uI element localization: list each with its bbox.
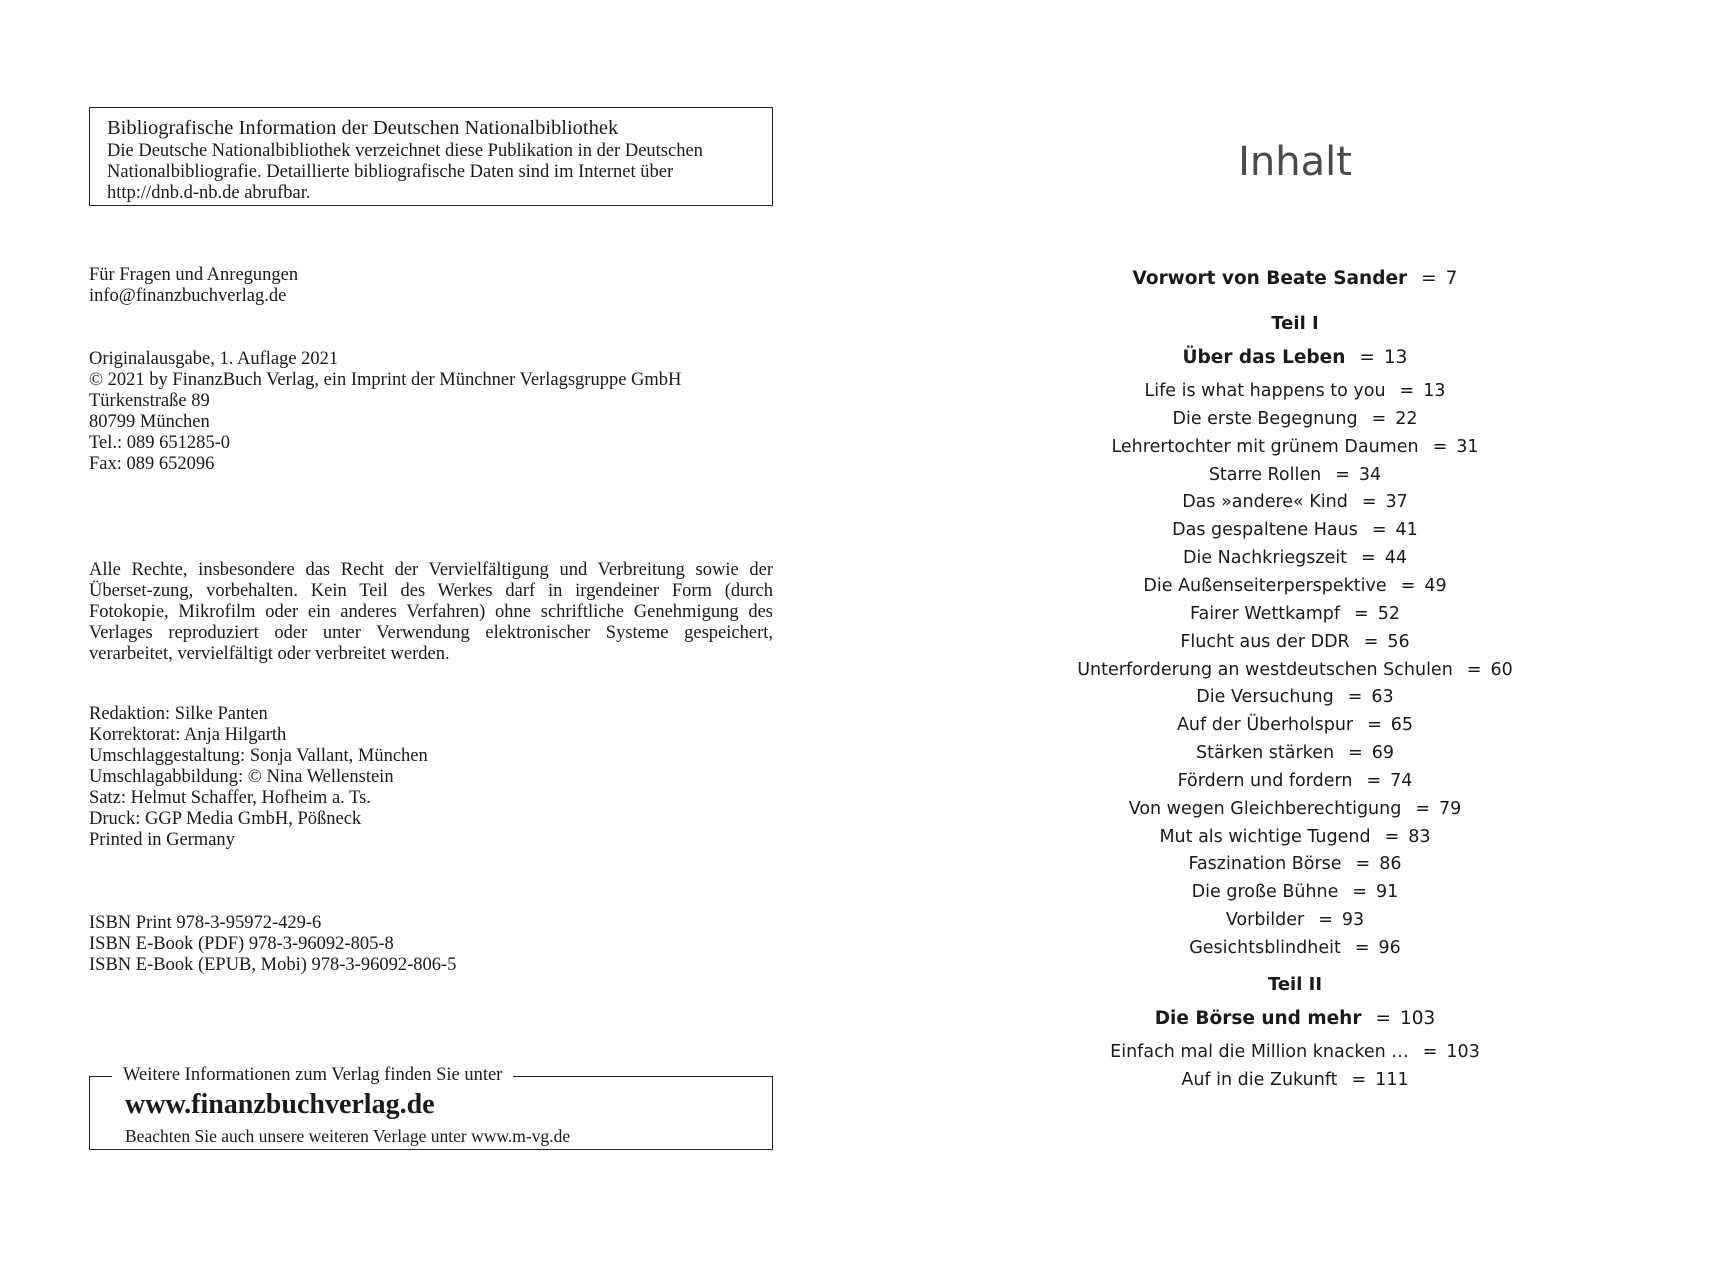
isbn-line: ISBN E-Book (PDF) 978-3-96092-805-8 bbox=[89, 934, 394, 954]
toc-entry bbox=[1045, 909, 1545, 931]
toc-separator: = bbox=[1351, 1069, 1367, 1090]
toc-entry-page: 86 bbox=[1379, 854, 1402, 875]
toc-separator: = bbox=[1432, 436, 1448, 457]
toc-separator: = bbox=[1335, 464, 1350, 485]
toc-separator: = bbox=[1359, 347, 1375, 368]
toc-entry-title: Starre Rollen bbox=[1208, 464, 1322, 485]
toc-entry bbox=[1045, 1069, 1545, 1091]
toc-separator: = bbox=[1347, 687, 1363, 708]
toc-entry-title: Einfach mal die Million knacken … bbox=[1110, 1042, 1409, 1062]
toc-entry-title: Lehrertochter mit grünem Daumen bbox=[1111, 436, 1419, 457]
toc-entry bbox=[1045, 575, 1545, 597]
toc-separator: = bbox=[1384, 826, 1400, 847]
toc-separator: = bbox=[1361, 548, 1376, 569]
toc-entry-page: 103 bbox=[1446, 1042, 1480, 1062]
toc-separator: = bbox=[1421, 268, 1437, 289]
biblio-title: Bibliografische Information der Deutschen Nationalbibliothek bbox=[107, 117, 619, 139]
biblio-line: http://dnb.d-nb.de abrufbar. bbox=[107, 183, 311, 203]
publisher-line: © 2021 by FinanzBuch Verlag, ein Imprint der Münchner Verlagsgruppe GmbH bbox=[89, 370, 682, 390]
toc-entry-title: Die Versuchung bbox=[1196, 687, 1334, 708]
toc-entry-title: Auf in die Zukunft bbox=[1181, 1069, 1338, 1090]
toc-separator: = bbox=[1363, 631, 1379, 652]
toc-entry-page: 69 bbox=[1371, 743, 1395, 764]
toc-entry-page: 7 bbox=[1445, 268, 1458, 289]
credits-block bbox=[89, 704, 428, 851]
publisher-line: Originalausgabe, 1. Auflage 2021 bbox=[89, 349, 339, 369]
toc-separator: = bbox=[1352, 882, 1368, 903]
biblio-line: Nationalbibliografie. Detaillierte bibliografische Daten sind im Internet über bbox=[107, 162, 674, 182]
toc-entry-title: Vorwort von Beate Sander bbox=[1132, 268, 1408, 289]
toc-entry-page: 44 bbox=[1384, 548, 1407, 569]
contact-line: Für Fragen und Anregungen bbox=[89, 265, 299, 285]
toc-part-heading bbox=[1045, 347, 1545, 369]
contact-email: info@finanzbuchverlag.de bbox=[89, 286, 287, 306]
toc-entry-title: Gesichtsblindheit bbox=[1189, 938, 1341, 958]
toc-entry-page: 83 bbox=[1408, 826, 1431, 847]
toc-entry bbox=[1045, 547, 1545, 569]
toc-entry bbox=[1045, 742, 1545, 764]
toc-entry-title: Die große Bühne bbox=[1191, 882, 1339, 903]
credit-line: Satz: Helmut Schaffer, Hofheim a. Ts. bbox=[89, 788, 371, 808]
toc-part-label: Teil II bbox=[1267, 974, 1323, 995]
credit-line: Korrektorat: Anja Hilgarth bbox=[89, 725, 287, 745]
toc-entry-page: 22 bbox=[1395, 408, 1418, 429]
toc-entry bbox=[1045, 826, 1545, 848]
toc-entry-title: Die Nachkriegszeit bbox=[1182, 548, 1348, 569]
toc-entry bbox=[1045, 436, 1545, 458]
toc-entry-page: 41 bbox=[1395, 520, 1418, 541]
toc-entry bbox=[1045, 491, 1545, 513]
toc-entry bbox=[1045, 659, 1545, 681]
toc-separator: = bbox=[1466, 659, 1482, 680]
toc-entry-title: Über das Leben bbox=[1182, 347, 1346, 368]
publisher-block bbox=[89, 349, 681, 475]
toc-entry-title: Auf der Überholspur bbox=[1176, 715, 1354, 736]
isbn-line: ISBN E-Book (EPUB, Mobi) 978-3-96092-806-5 bbox=[89, 955, 457, 975]
toc-entry-title: Unterforderung an westdeutschen Schulen bbox=[1077, 659, 1453, 680]
toc-entry-title: Mut als wichtige Tugend bbox=[1159, 826, 1371, 847]
toc-entry-page: 13 bbox=[1423, 381, 1446, 401]
toc-separator: = bbox=[1371, 408, 1387, 429]
toc-entry bbox=[1045, 881, 1545, 903]
toc-part-heading bbox=[1045, 1008, 1545, 1030]
toc-entry-page: 93 bbox=[1341, 910, 1365, 931]
toc-entry bbox=[1045, 1041, 1545, 1063]
toc-entry bbox=[1045, 631, 1545, 653]
toc-entry-title: Die Außenseiterperspektive bbox=[1143, 575, 1387, 596]
toc-separator: = bbox=[1422, 1042, 1438, 1062]
toc-entry bbox=[1045, 464, 1545, 486]
biblio-line: Die Deutsche Nationalbibliothek verzeichnet diese Publikation in der Deutschen bbox=[107, 141, 703, 161]
toc-entry-page: 60 bbox=[1490, 659, 1513, 680]
footer-note: Beachten Sie auch unsere weiteren Verlage unter www.m-vg.de bbox=[125, 1126, 571, 1146]
toc-entry-title: Stärken stärken bbox=[1195, 743, 1335, 764]
toc-entry-page: 63 bbox=[1371, 687, 1394, 708]
credit-line: Umschlaggestaltung: Sonja Vallant, München bbox=[89, 746, 428, 766]
credit-line: Druck: GGP Media GmbH, Pößneck bbox=[89, 809, 362, 829]
toc-entry-vorwort bbox=[1045, 268, 1545, 290]
isbn-block bbox=[89, 913, 456, 976]
toc-entry-title: Flucht aus der DDR bbox=[1180, 631, 1350, 652]
toc-entry bbox=[1045, 380, 1545, 402]
toc-entry-page: 13 bbox=[1383, 347, 1408, 368]
toc-entry-title: Die Börse und mehr bbox=[1154, 1008, 1362, 1029]
rights-notice bbox=[89, 560, 773, 665]
toc-entry-page: 74 bbox=[1390, 770, 1413, 791]
toc-entry-page: 31 bbox=[1456, 436, 1479, 457]
toc-separator: = bbox=[1366, 770, 1382, 791]
publisher-line: Fax: 089 652096 bbox=[89, 454, 215, 474]
toc-separator: = bbox=[1375, 1008, 1391, 1029]
toc-separator: = bbox=[1371, 520, 1387, 541]
toc-part-label: Teil I bbox=[1271, 313, 1319, 334]
publisher-url: www.finanzbuchverlag.de bbox=[125, 1089, 435, 1120]
toc-separator: = bbox=[1361, 492, 1377, 513]
toc-entry bbox=[1045, 853, 1545, 875]
toc-entry-title: Die erste Begegnung bbox=[1172, 408, 1358, 429]
toc-entry-page: 49 bbox=[1424, 575, 1447, 596]
toc-separator: = bbox=[1318, 910, 1333, 931]
toc-separator: = bbox=[1400, 575, 1416, 596]
toc-entry-page: 79 bbox=[1439, 798, 1462, 819]
toc-entry-page: 91 bbox=[1376, 882, 1399, 903]
footer-legend: Weitere Informationen zum Verlag finden Sie unter bbox=[112, 1065, 513, 1086]
isbn-line: ISBN Print 978-3-95972-429-6 bbox=[89, 913, 322, 933]
toc-entry-page: 111 bbox=[1375, 1069, 1409, 1090]
toc-entry-page: 37 bbox=[1385, 492, 1408, 513]
toc-entry-title: Das »andere« Kind bbox=[1182, 492, 1348, 513]
toc-entry-title: Vorbilder bbox=[1225, 910, 1305, 931]
toc-entry-title: Fairer Wettkampf bbox=[1190, 603, 1341, 624]
toc-entry-page: 52 bbox=[1377, 603, 1400, 624]
toc-entry-title: Das gespaltene Haus bbox=[1172, 520, 1358, 541]
toc-entry-title: Faszination Börse bbox=[1188, 854, 1342, 875]
bibliographic-info-box bbox=[89, 107, 773, 206]
toc-separator: = bbox=[1354, 938, 1370, 958]
toc-separator: = bbox=[1415, 798, 1431, 819]
toc-separator: = bbox=[1367, 715, 1382, 736]
credit-line: Redaktion: Silke Panten bbox=[89, 704, 268, 724]
toc-entry-page: 103 bbox=[1399, 1008, 1436, 1029]
toc-entry bbox=[1045, 937, 1545, 959]
toc-entry bbox=[1045, 686, 1545, 708]
credit-line: Printed in Germany bbox=[89, 830, 235, 850]
publisher-line: Türkenstraße 89 bbox=[89, 391, 210, 411]
toc-title: Inhalt bbox=[1238, 139, 1352, 185]
toc-entry-page: 34 bbox=[1358, 464, 1382, 485]
toc-entry bbox=[1045, 408, 1545, 430]
toc-entry-title: Life is what happens to you bbox=[1144, 381, 1386, 401]
contact-block bbox=[89, 265, 298, 307]
publisher-line: 80799 München bbox=[89, 412, 210, 432]
rights-text: Alle Rechte, insbesondere das Recht der Vervielfältigung und Verbreitung sowie der Überset-zung, vorbehalten. Kein Teil des Werkes darf in irgendeiner Form (durch Fotokopie, Mikrofilm oder ein anderes Verfahren) ohne schriftliche Genehmigung des Verlages reproduziert oder unter Verwendung elektronischer Systeme gespeichert, verarbeitet, vervielfältigt oder verbreitet werden. bbox=[89, 560, 773, 664]
toc-entry bbox=[1045, 603, 1545, 625]
toc-entry-title: Von wegen Gleichberechtigung bbox=[1128, 798, 1402, 819]
toc-separator: = bbox=[1399, 381, 1415, 401]
credit-line: Umschlagabbildung: © Nina Wellenstein bbox=[89, 767, 394, 787]
toc-separator: = bbox=[1348, 743, 1363, 764]
toc-separator: = bbox=[1355, 854, 1371, 875]
toc-entry bbox=[1045, 714, 1545, 736]
toc-entry-title: Fördern und fordern bbox=[1177, 770, 1353, 791]
toc-separator: = bbox=[1354, 603, 1369, 624]
publisher-line: Tel.: 089 651285-0 bbox=[89, 433, 231, 453]
toc-entry-page: 96 bbox=[1378, 938, 1401, 958]
toc-entry-page: 56 bbox=[1387, 631, 1410, 652]
toc-entry bbox=[1045, 770, 1545, 792]
toc-entry bbox=[1045, 798, 1545, 820]
toc-entry bbox=[1045, 519, 1545, 541]
toc-entry-page: 65 bbox=[1390, 715, 1414, 736]
